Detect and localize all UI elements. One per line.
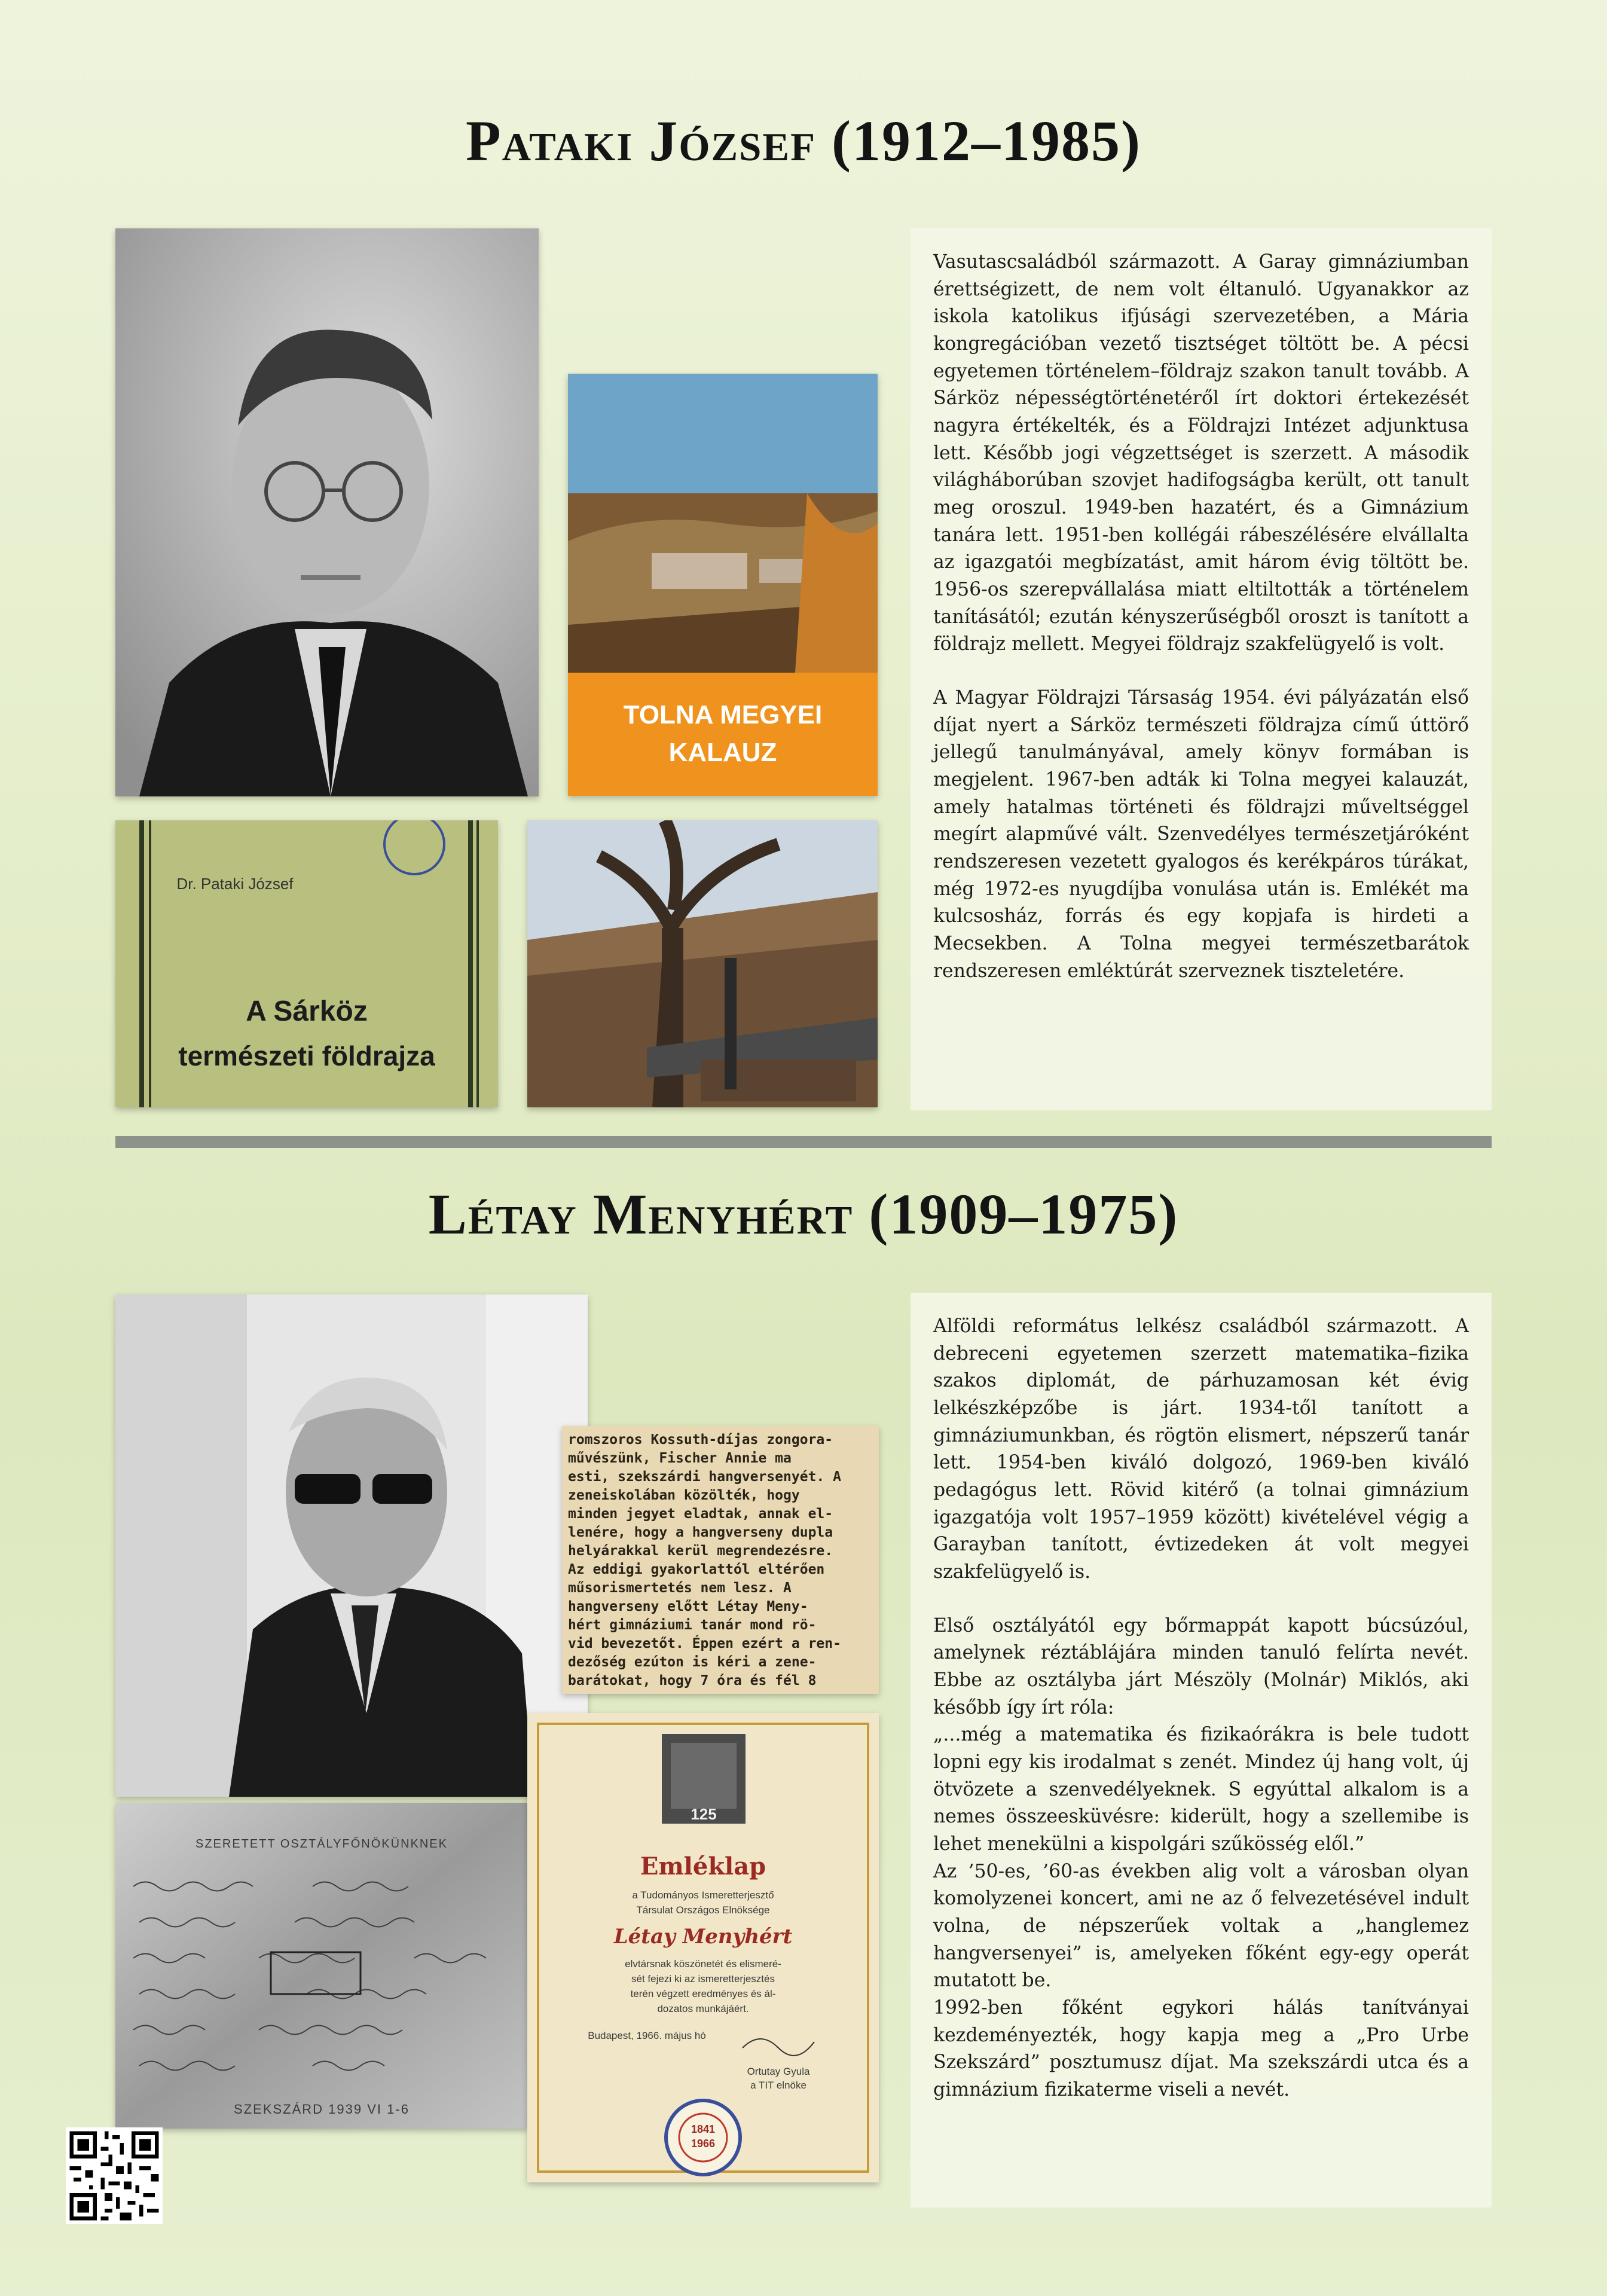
tolna-book-title-line2: KALAUZ <box>668 738 777 767</box>
clipping-line: hangverseny előtt Létay Meny- <box>568 1599 808 1614</box>
plaque-footer: SZEKSZÁRD 1939 VI 1-6 <box>234 2102 410 2117</box>
diploma-text-line: dozatos munkájáért. <box>657 2003 749 2014</box>
clipping-line: barátokat, hogy 7 óra és fél 8 <box>568 1673 817 1689</box>
diploma-title: Emléklap <box>640 1852 766 1880</box>
seal-year-top: 1841 <box>691 2123 716 2135</box>
letay-paragraph-1: Alföldi református lelkész családból származott. A debreceni egyetemen szerzett matematika–fizika szakos diplomát, de párhuzamosan két évig lelkészképzőbe is járt. 1934-től tanított a gimnáziumunkban, és rögtön elismert, népszerű tanár lett. 1954-ben kiváló dolgozó, 1969-ben kiváló pedagógus lett. Rövid kitérő (a tolnai gimnázium igazgatója volt 1957–1959 között) kivételével végig a Garayban tanított, évtizedeken át volt megyei szakfelügyelő is. <box>933 1315 1469 1583</box>
clipping-line: műsorismertetés nem lesz. A <box>568 1580 792 1596</box>
sarkoz-book-title-line1: A Sárköz <box>246 996 368 1027</box>
diploma-signer-title: a TIT elnöke <box>750 2080 806 2091</box>
portrait-letay-photo <box>115 1294 588 1797</box>
plaque-header: SZERETETT OSZTÁLYFŐNÖKÜNKNEK <box>195 1837 448 1851</box>
pataki-biography-text <box>911 228 1492 1110</box>
section2-title: Létay Menyhért (1909–1975) <box>428 1182 1179 1246</box>
letay-biography-text <box>911 1293 1492 2208</box>
pataki-paragraph-1: Vasutascsaládból származott. A Garay gimnáziumban érettségizett, de nem volt éltanuló. Ugyanakkor az iskola katolikus ifjúsági szervezetében, a Mária kongregációban vezető tisztséget töltött be. A pécsi egyetemen történelem–földrajz szakon tanult tovább. A Sárköz népességtörténetéről írt doktori értekezését nagyra értékelték, és a Földrajzi Intézet adjunktusa lett. Később jogi végzettséget is szerzett. A második világháborúban szovjet hadifogságba került, ott tanult meg oroszul. 1949-ben hazatért, és a Gimnázium tanára lett. 1951-ben kollégái rábeszélésére elvállalta az igazgatói megbízatást, amit három évig töltött be. 1956-os szerepvállalása miatt eltiltották a történelem tanításától; ezután kényszerűségből oroszt is tanított a földrajz mellett. Megyei földrajz szakfelügyelő is volt. <box>933 251 1469 655</box>
diploma-recipient-name: Létay Menyhért <box>613 1925 793 1949</box>
diploma-text-line: Társulat Országos Elnöksége <box>636 1904 770 1916</box>
sarkoz-book-author: Dr. Pataki József <box>176 875 294 893</box>
diploma-text-line: sét fejezi ki az ismeretterjesztés <box>631 1973 775 1984</box>
diploma-signer-name: Ortutay Gyula <box>747 2066 810 2077</box>
diploma-badge-number: 125 <box>691 1805 717 1823</box>
sarkoz-book-title-line2: természeti földrajza <box>178 1040 435 1071</box>
diploma-text-line: terén végzett eredményes és ál- <box>630 1988 776 1999</box>
emleklap-diploma <box>527 1713 879 2182</box>
qr-code[interactable] <box>66 2127 163 2224</box>
seal-year-bottom: 1966 <box>691 2138 716 2150</box>
clipping-line: lenére, hogy a hangverseny dupla <box>568 1525 833 1540</box>
tolna-book-title-line1: TOLNA MEGYEI <box>623 700 823 729</box>
clipping-line: művészünk, Fischer Annie ma <box>568 1451 792 1466</box>
clipping-line: esti, szekszárdi hangversenyét. A <box>568 1469 841 1485</box>
signed-leather-folder-plaque <box>115 1803 528 2129</box>
sarkoz-book-cover <box>115 820 498 1107</box>
clipping-line: romszoros Kossuth-díjas zongora- <box>568 1432 833 1448</box>
section-divider <box>115 1136 1492 1148</box>
clipping-line: zeneiskolában közölték, hogy <box>568 1488 800 1503</box>
clipping-line: minden jegyet eladtak, annak el- <box>568 1506 833 1522</box>
clipping-line: vid bevezetőt. Éppen ezért a ren- <box>568 1636 841 1651</box>
section1-title: Pataki József (1912–1985) <box>466 109 1141 173</box>
diploma-place-date: Budapest, 1966. május hó <box>588 2030 706 2041</box>
portrait-pataki-photo <box>115 228 539 796</box>
diploma-text-line: elvtársnak köszönetét és elismeré- <box>625 1958 781 1970</box>
pataki-paragraph-2: A Magyar Földrajzi Társaság 1954. évi pályázatán első díjat nyert a Sárköz természeti földrajza című úttörő jellegű tanulmányával, amely könyv formában is megjelent. 1967-ben adták ki Tolna megyei kalauzát, amely hatalmas történeti és földrajzi műveltséggel megírt alapművé vált. Szenvedélyes természetjáróként rendszeresen vezetett gyalogos és kerékpáros túrákat, még 1972-es nyugdíjba vonulása után is. Emlékét ma kulcsosház, forrás és egy kopjafa is hirdeti a Mecsekben. A Tolna megyei természetbarátok rendszeresen emléktúrát szerveznek tiszteletére. <box>933 687 1469 982</box>
clipping-line: helyárakkal kerül megrendezésre. <box>568 1543 833 1559</box>
clipping-line: hért gimnáziumi tanár mond rö- <box>568 1617 817 1633</box>
tolna-kalauz-book-cover <box>568 374 878 796</box>
letay-paragraph-3: Az ’50-es, ’60-as években alig volt a városban olyan komolyzenei koncert, ami ne az ő felvezetésével indult volna, de népszerűek voltak a „hanglemez hangversenyei” is, amelyeken főként egy-egy operát mutatott be. <box>933 1860 1469 1992</box>
mecsek-forest-hut-photo <box>527 820 878 1107</box>
newspaper-clipping <box>562 1426 879 1694</box>
letay-quote: „...még a matematika és fizikaórákra is bele tudott lopni egy kis irodalmat s zenét. Mindez új hang volt, új ötvözete a szenvedélyeknek. S egyúttal alkalom is a nemes összeesküvésre: kiderült, hogy a szellemibe is lehet menekülni a kispolgári szűkösség elől.” <box>933 1724 1469 1855</box>
letay-paragraph-2: Első osztályától egy bőrmappát kapott búcsúzóul, amelynek réztáblájára minden tanuló felírta nevét. Ebbe az osztályba járt Mészöly (Molnár) Miklós, aki később így írt róla: <box>933 1614 1469 1718</box>
letay-paragraph-4: 1992-ben főként egykori hálás tanítványai kezdeményezték, hogy kapja meg a „Pro Urbe Szekszárd” posztumusz díjat. Ma szekszárdi utca és a gimnázium fizikaterme viseli a nevét. <box>933 1997 1469 2101</box>
clipping-line: Az eddigi gyakorlattól eltérően <box>568 1562 825 1577</box>
diploma-text-line: a Tudományos Ismeretterjesztő <box>632 1889 774 1901</box>
clipping-line: dezőség ezúton is kéri a zene- <box>568 1654 817 1670</box>
